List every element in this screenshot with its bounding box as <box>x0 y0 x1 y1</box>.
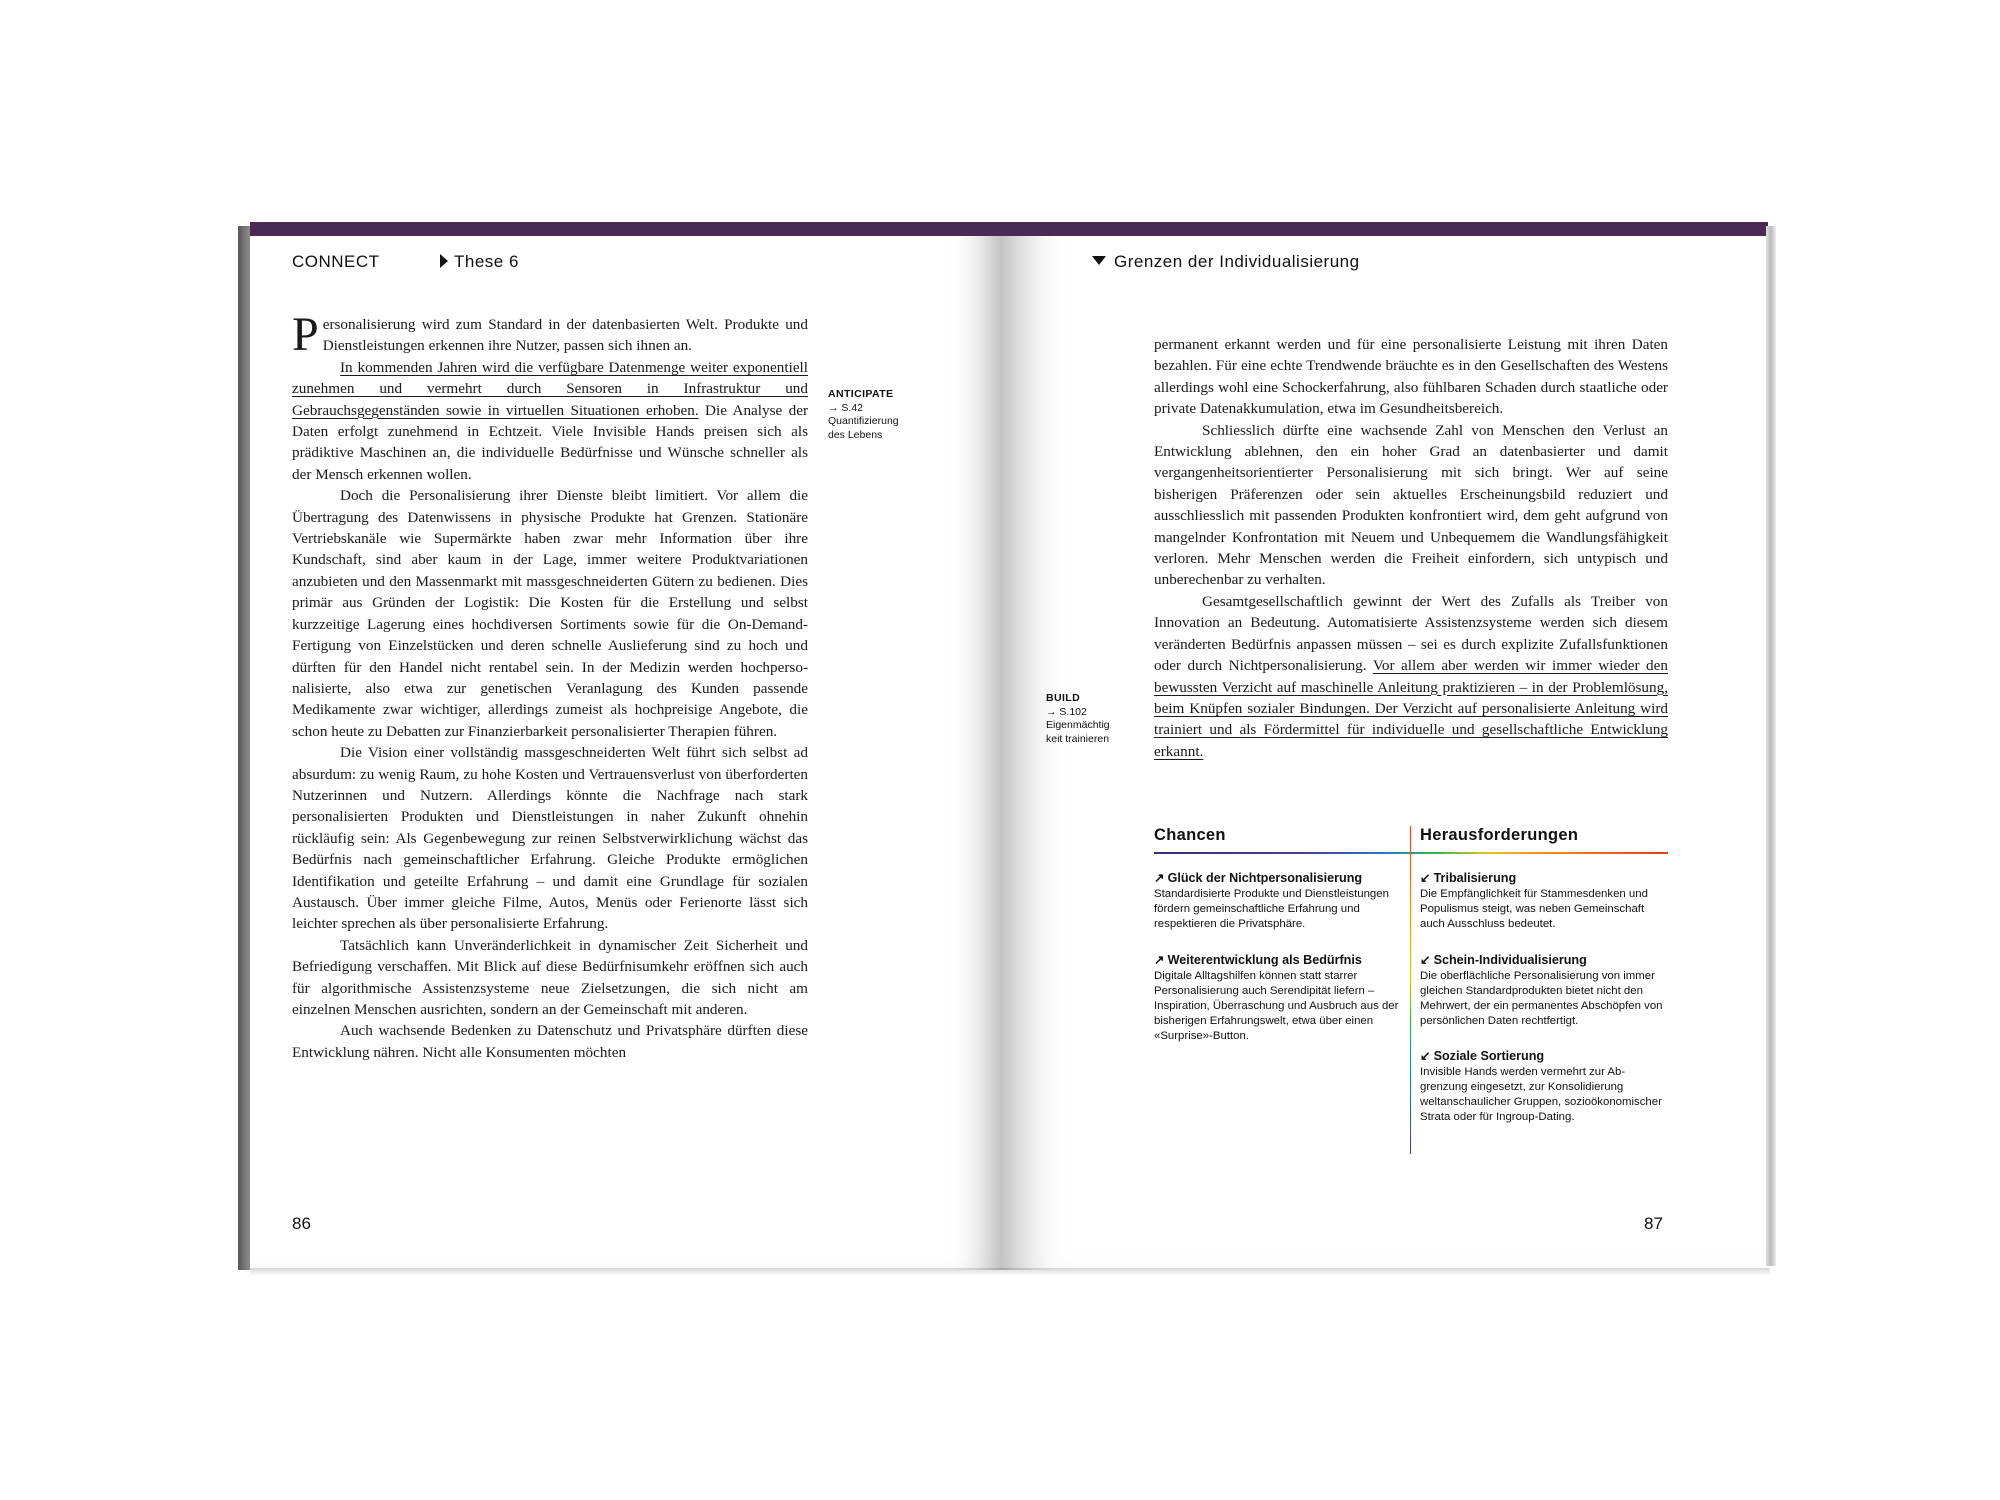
right-body-text <box>1154 334 1668 762</box>
triangle-right-icon <box>440 254 448 268</box>
paragraph: Doch die Personalisierung ihrer Dienste bleibt limitiert. Vor allem die Übertragung des Datenwissens in physische Produkte hat Grenzen. Stationäre Vertriebskanäle wie Supermärkte haben zwar mehr Information über ihre Kundschaft, sind aber kaum in der Lage, immer weitere Produktvariationen anzubieten und den Massenmarkt mit massgeschneiderten Gütern zu bedienen. Dies primär aus Gründen der Logistik: Die Kosten für die Erstellung und selbst kurzzeitige Lagerung eines hochdiversen Sortiments sowie für die On-Demand-Fertigung von Einzelstücken und deren schnelle Auslieferung sind zu hoch und dürften für den Handel nicht rentabel sein. In der Medizin werden hochpersonalisierte, also etwa zur genetischen Veranlagung des Kunden passende Medikamente zwar wichtiger, allerdings zumeist als hochpreisige Angebote, die schon heute zu Debatten zur Finanzierbarkeit personalisierter Therapien führen. <box>292 487 808 740</box>
drop-cap: P <box>292 308 319 361</box>
item-title: Weiterentwicklung als Bedürfnis <box>1167 953 1362 967</box>
challenge-item <box>1420 1048 1668 1125</box>
arrow-up-right-icon: ↗ <box>1154 871 1165 885</box>
item-text: Digitale Alltagshilfen können statt starrer Personalisierung auch Serendipität liefern – Inspiration, Überraschung und Ausbruch aus der bisherigen Erfahrungswelt, etwa über einen «Surprise»-Button. <box>1154 970 1399 1042</box>
underlined-text: In kommenden Jahren wird die verfügbare Datenmenge weiter exponentiell zunehmen und vermehrt durch Sensoren in Infrastruktur und Gebrauchsgegenständen sowie in virtuellen Situationen erhoben. <box>292 358 808 419</box>
item-title: Soziale Sortierung <box>1433 1049 1545 1063</box>
section-label: CONNECT <box>292 252 380 271</box>
page-number-left: 86 <box>292 1214 311 1233</box>
left-body-text <box>292 308 809 1063</box>
item-title: Schein-Individualisierung <box>1433 953 1587 967</box>
challenge-item <box>1420 952 1668 1029</box>
chance-item <box>1154 870 1402 932</box>
challenge-item <box>1420 870 1668 932</box>
chapter-heading-text: Grenzen der Individualisierung <box>1114 252 1360 271</box>
paragraph-text: Gesamtgesellschaftlich gewinnt der Wert des Zufalls als Treiber von Innovation an Bedeutung. Automatisierte Assistenzsysteme werden sich diesem veränderten Bedürfnis anpassen müssen – sei es durch explizite Zufallsfunktionen oder durch Nichtpersonalisierung. <box>1154 592 1668 675</box>
item-title: Glück der Nichtpersonalisierung <box>1167 871 1363 885</box>
paragraph-text: ersonalisierung wird zum Standard in der datenbasierten Welt. Produkte und Dienstleistungen erkennen ihre Nutzer, passen sich ihnen an. <box>322 316 808 355</box>
top-color-band <box>250 222 1002 236</box>
paragraph: Schliesslich dürfte eine wachsende Zahl von Menschen den Verlust an Entwicklung ablehnen, den ein hoher Grad an datenbasierter und damit vergangenheitsorientierter Personalisierung mit sich bringt. Wer auf seine bisherigen Präferenzen oder sein aktuelles Erscheinungsbild reduziert und ausschliesslich mit passenden Produkten konfrontiert wird, dem geht aufgrund von mangelnder Konfrontation mit Neuem und Unbequemem die Wandlungsfähigkeit verloren. Mehr Menschen werden die Freiheit einfordern, sich untypisch und unberechenbar zu verhalten. <box>1154 421 1668 589</box>
triangle-down-icon <box>1092 256 1106 265</box>
side-note-tag: ANTICIPATE <box>828 388 894 400</box>
arrow-down-left-icon: ↙ <box>1420 871 1431 885</box>
column-header-herausforderungen: Herausforderungen <box>1420 826 1579 844</box>
paragraph <box>292 308 808 361</box>
paragraph: Die Vision einer vollständig massgeschneiderten Welt führt sich selbst ad absurdum: zu wenig Raum, zu hohe Kosten und Vertrauensverlust von überforderten Nutzerinnen und Nutzern. Allerdings könnte die Nachfrage nach stark personalisierten Produkten und Dienstleistungen in naher Zukunft ohnehin rückläufig sein: Als Gegenbewegung zur reinen Selbstverwirklichung wächst das Bedürfnis nach gemeinschaftlicher Erfahrung. Gleiche Produkte ermöglichen Identifikation und geteilte Erfahrung – und damit eine Grundlage für sozialen Austausch. Über immer gleiche Filme, Autos, Menüs oder Ferienorte lässt sich leichter sprechen als über personalisierte Erfahrung. <box>292 744 808 933</box>
side-note-line: Quantifizierung <box>828 415 899 427</box>
side-note-ref: → S.42 <box>828 401 864 414</box>
side-note-line: des Lebens <box>828 428 883 441</box>
thesis-label <box>440 252 519 272</box>
cross-reference-build[interactable] <box>1046 692 1113 746</box>
book-shadow <box>250 1268 1770 1276</box>
item-text: Die Empfänglichkeit für Stammesdenken und Populismus steigt, was neben Gemeinschaft auch Ausschluss bedeutet. <box>1420 888 1648 930</box>
paragraph <box>292 357 808 485</box>
column-header-chancen: Chancen <box>1154 826 1226 844</box>
paragraph: Tatsächlich kann Unveränderlichkeit in dynamischer Zeit Sicherheit und Befriedigung verschaffen. Mit Blick auf diese Bedürfnisumkehr eröffnen sich auch für algorithmische Assistenzsysteme neue Zielsetzungen, die sich nicht am einzelnen Menschen ausrichten, sondern an der Gemeinschaft mit anderen. <box>292 936 808 1018</box>
top-color-band <box>1002 222 1768 236</box>
paragraph <box>1154 591 1668 762</box>
paragraph: permanent erkannt werden und für eine personalisierte Leistung mit ihren Daten bezahlen. Für eine echte Trendwende bräuchte es in den Gesellschaften des Westens allerdings wohl eine Schockerfahrung, also fühlbaren Schaden durch staatliche oder private Datenakkumulation, etwa im Gesundheitsbereich. <box>1154 336 1668 418</box>
page-stack-edge <box>1766 226 1776 1266</box>
side-note-line: Eigenmächtig <box>1046 719 1110 731</box>
open-book <box>238 222 1774 1274</box>
cross-reference-anticipate[interactable] <box>828 388 899 442</box>
arrow-down-left-icon: ↙ <box>1420 953 1431 967</box>
arrow-down-left-icon: ↙ <box>1420 1049 1431 1063</box>
item-text: Die oberflächliche Personalisierung von immer gleichen Standardprodukten bietet nicht den Mehrwert, der ein permanentes Abschöpfen von persönlichen Daten rechtfertigt. <box>1420 970 1663 1027</box>
paragraph-text: Die Analyse der Daten erfolgt zunehmend in Echtzeit. Viele Invisible Hands preisen sich als prädiktive Maschinen an, die individuelle Bedürfnisse und Wünsche schneller als der Mensch erkennen wollen. <box>292 401 809 483</box>
right-page <box>1002 222 1768 1270</box>
column-divider <box>1410 826 1411 1154</box>
underlined-text: Vor allem aber werden wir immer wieder den bewussten Verzicht auf maschinelle Anleitung praktizieren – in der Problemlösung, beim Knüpfen sozialer Bindungen. Der Verzicht auf personalisierte Anleitung wird trainiert und als Fördermittel für individuelle und gesellschaftliche Entwicklung erkannt. <box>1154 657 1668 760</box>
left-page <box>250 222 1002 1270</box>
item-text: Standardisierte Produkte und Dienstleistungen fördern gemeinschaftliche Erfahrung und respektieren die Privatsphäre. <box>1154 888 1389 930</box>
side-note-line: keit trainieren <box>1046 732 1110 745</box>
arrow-up-right-icon: ↗ <box>1154 953 1165 967</box>
item-text: Invisible Hands werden vermehrt zur Abgrenzung eingesetzt, zur Konsolidierung weltanschaulicher Gruppen, sozioökonomischer Strata oder für Ingroup-Dating. <box>1420 1066 1662 1123</box>
side-note-ref: → S.102 <box>1046 705 1087 718</box>
page-number-right: 87 <box>1644 1214 1663 1233</box>
thesis-text: These 6 <box>454 252 519 271</box>
chapter-heading <box>1092 252 1360 272</box>
item-title: Tribalisierung <box>1433 871 1517 885</box>
chance-item <box>1154 952 1402 1044</box>
rainbow-rule <box>1154 852 1668 854</box>
paragraph: Auch wachsende Bedenken zu Datenschutz und Privatsphäre dürften diese Entwicklung nähren. Nicht alle Konsumenten möchten <box>292 1022 808 1061</box>
side-note-tag: BUILD <box>1046 692 1081 704</box>
